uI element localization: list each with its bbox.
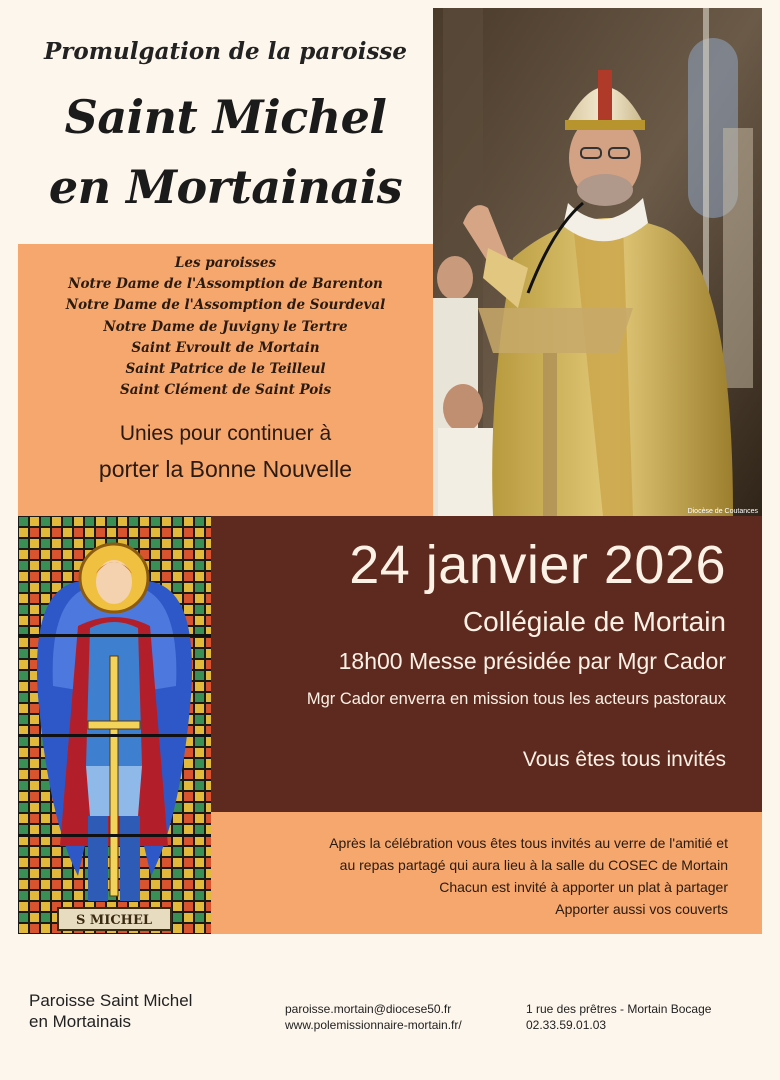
event-date: 24 janvier 2026	[349, 535, 726, 595]
bishop-photo	[433, 8, 762, 516]
footer	[18, 934, 762, 1080]
footer-org-line2: en Mortainais	[29, 1012, 132, 1031]
after-line: Après la célébration vous êtes tous invités au verre de l'amitié et	[329, 835, 728, 851]
parishes-intro: Les paroisses	[174, 255, 277, 271]
footer-org-line1: Paroisse Saint Michel	[29, 991, 193, 1010]
parishes-panel	[18, 244, 433, 516]
promulgation-heading: Promulgation de la paroisse	[43, 38, 408, 65]
footer-address-block	[526, 1001, 711, 1033]
footer-organization	[29, 990, 192, 1032]
after-line: Apporter aussi vos couverts	[555, 901, 728, 917]
footer-phone: 02.33.59.01.03	[526, 1018, 607, 1032]
parish-item: Notre Dame de l'Assomption de Barenton	[68, 276, 383, 293]
after-line: Chacun est invité à apporter un plat à partager	[439, 879, 728, 895]
stained-glass-image	[18, 516, 211, 934]
photo-credit: Diocèse de Coutances	[687, 508, 758, 515]
saint-michel-window	[18, 516, 211, 934]
parish-item: Saint Clément de Saint Pois	[119, 382, 332, 399]
event-invited: Vous êtes tous invités	[522, 748, 726, 771]
event-mass: 18h00 Messe présidée par Mgr Cador	[338, 648, 726, 674]
parishes-list	[18, 253, 433, 401]
parish-name-line2: en Mortainais	[48, 160, 403, 214]
united-line1: Unies pour continuer à	[119, 422, 332, 445]
after-line: au repas partagé qui aura lieu à la salle du COSEC de Mortain	[339, 857, 728, 873]
footer-website[interactable]: www.polemissionnaire-mortain.fr/	[285, 1018, 462, 1032]
parish-name-line1: Saint Michel	[64, 90, 387, 144]
footer-email[interactable]: paroisse.mortain@diocese50.fr	[285, 1002, 452, 1016]
footer-contact	[285, 1001, 462, 1033]
title-block	[18, 8, 433, 244]
event-mission: Mgr Cador enverra en mission tous les acteurs pastoraux	[306, 690, 726, 708]
bishop-illustration	[433, 8, 762, 516]
united-line2: porter la Bonne Nouvelle	[98, 456, 353, 482]
after-celebration-text	[329, 832, 728, 920]
event-place: Collégiale de Mortain	[462, 606, 726, 637]
footer-address: 1 rue des prêtres - Mortain Bocage	[526, 1002, 712, 1016]
parish-item: Notre Dame de l'Assomption de Sourdeval	[65, 297, 386, 314]
parish-item: Saint Patrice de le Teilleul	[125, 361, 326, 378]
parish-item: Notre Dame de Juvigny le Tertre	[103, 318, 348, 335]
glass-caption: S MICHEL	[75, 913, 153, 928]
after-celebration-panel	[211, 812, 762, 934]
event-panel	[211, 516, 762, 812]
parish-item: Saint Evroult de Mortain	[131, 339, 320, 356]
